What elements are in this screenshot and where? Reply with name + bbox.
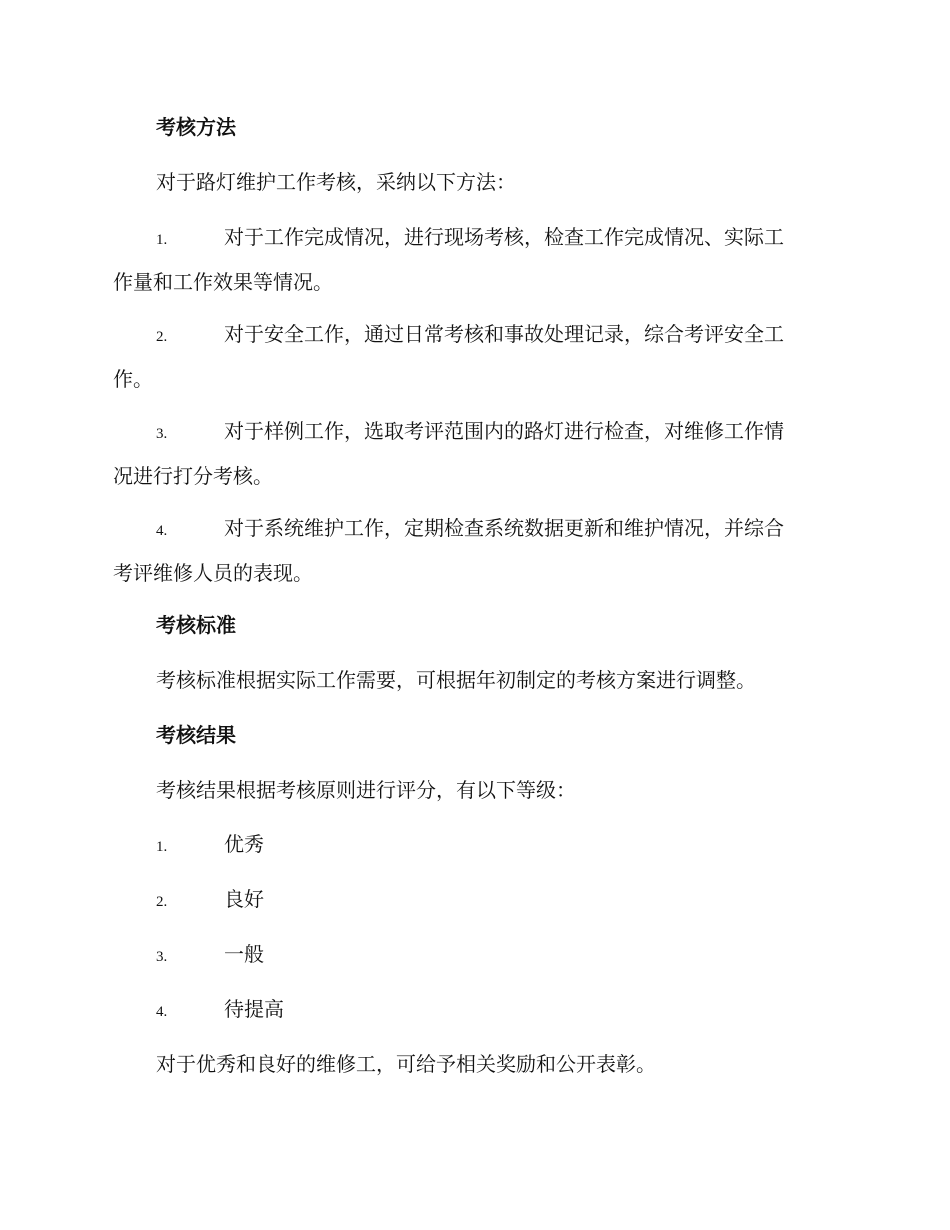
level-label: 良好 — [224, 887, 264, 911]
result-level-4 — [113, 995, 284, 1026]
result-closing: 对于优秀和良好的维修工，可给予相关奖励和公开表彰。 — [156, 1052, 656, 1076]
section-heading-standard: 考核标准 — [156, 613, 236, 637]
list-text-line1: 对于安全工作，通过日常考核和事故处理记录，综合考评安全工 — [224, 322, 784, 346]
list-text-line2: 作量和工作效果等情况。 — [113, 270, 333, 294]
section-heading-method: 考核方法 — [156, 115, 236, 139]
level-label: 待提高 — [224, 997, 284, 1021]
list-number: 3. — [156, 426, 168, 442]
list-text-line2: 作。 — [113, 367, 153, 391]
method-item-2 — [113, 313, 833, 400]
level-label: 优秀 — [224, 832, 264, 856]
method-item-3 — [113, 410, 833, 497]
method-item-1 — [113, 216, 833, 303]
section-heading-result: 考核结果 — [156, 723, 236, 747]
list-text-line1: 对于系统维护工作，定期检查系统数据更新和维护情况，并综合 — [224, 516, 784, 540]
method-item-4 — [113, 507, 833, 594]
method-intro: 对于路灯维护工作考核，采纳以下方法： — [156, 170, 516, 194]
standard-text: 考核标准根据实际工作需要，可根据年初制定的考核方案进行调整。 — [156, 668, 756, 692]
list-number: 2. — [156, 329, 168, 345]
list-text-line1: 对于样例工作，选取考评范围内的路灯进行检查，对维修工作情 — [224, 419, 784, 443]
result-intro: 考核结果根据考核原则进行评分，有以下等级： — [156, 778, 576, 802]
result-level-2 — [113, 885, 264, 916]
list-text-line2: 考评维修人员的表现。 — [113, 561, 313, 585]
list-number: 4. — [156, 1004, 168, 1020]
list-number: 2. — [156, 894, 168, 910]
list-number: 1. — [156, 232, 168, 248]
list-number: 3. — [156, 949, 168, 965]
list-text-line2: 况进行打分考核。 — [113, 464, 273, 488]
result-level-3 — [113, 940, 264, 971]
list-number: 1. — [156, 839, 168, 855]
list-text-line1: 对于工作完成情况，进行现场考核，检查工作完成情况、实际工 — [224, 225, 784, 249]
level-label: 一般 — [224, 942, 264, 966]
list-number: 4. — [156, 523, 168, 539]
result-level-1 — [113, 830, 264, 861]
